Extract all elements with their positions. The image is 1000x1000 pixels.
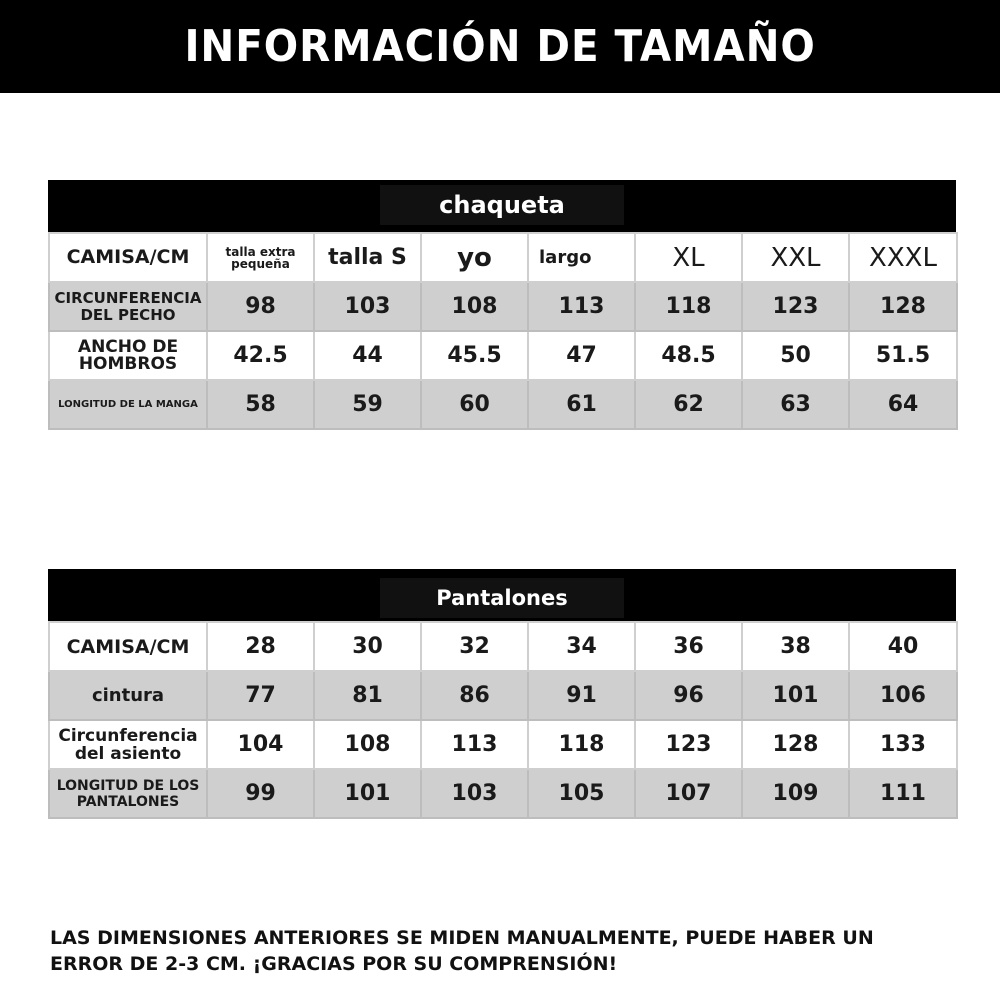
table-row: [49, 671, 957, 720]
column-header-label: CAMISA/CM: [49, 622, 207, 671]
table-cell: 63: [742, 380, 849, 429]
table-cell: 81: [314, 671, 421, 720]
table-cell: 109: [742, 769, 849, 818]
table-cell: 111: [849, 769, 957, 818]
page-title: INFORMACIÓN DE TAMAÑO: [184, 21, 816, 72]
jacket-table-grid: [48, 232, 958, 430]
pants-table-header: [48, 569, 956, 621]
table-cell: 58: [207, 380, 314, 429]
table-cell: 113: [421, 720, 528, 769]
jacket-size-table: [48, 180, 956, 430]
table-cell: 103: [421, 769, 528, 818]
table-cell: 42.5: [207, 331, 314, 380]
column-header-size: XXL: [742, 233, 849, 282]
row-label: Circunferencia del asiento: [49, 720, 207, 769]
table-cell: 128: [742, 720, 849, 769]
column-header-size: 38: [742, 622, 849, 671]
jacket-header-row: [49, 233, 957, 282]
table-cell: 60: [421, 380, 528, 429]
row-label: LONGITUD DE LOS PANTALONES: [49, 769, 207, 818]
table-cell: 113: [528, 282, 635, 331]
pants-table-title: Pantalones: [436, 586, 568, 610]
column-header-size: yo: [421, 233, 528, 282]
table-cell: 96: [635, 671, 742, 720]
table-cell: 44: [314, 331, 421, 380]
table-cell: 118: [635, 282, 742, 331]
table-cell: 62: [635, 380, 742, 429]
pants-header-row: [49, 622, 957, 671]
page-header-bar: [0, 0, 1000, 93]
table-cell: 50: [742, 331, 849, 380]
table-cell: 106: [849, 671, 957, 720]
row-label: cintura: [49, 671, 207, 720]
table-row: [49, 769, 957, 818]
column-header-size: 36: [635, 622, 742, 671]
table-row: [49, 380, 957, 429]
table-cell: 47: [528, 331, 635, 380]
table-cell: 107: [635, 769, 742, 818]
pants-table-title-box: [380, 578, 624, 618]
column-header-size: 34: [528, 622, 635, 671]
table-cell: 101: [742, 671, 849, 720]
column-header-size: XL: [635, 233, 742, 282]
table-cell: 133: [849, 720, 957, 769]
pants-size-table: [48, 569, 956, 819]
column-header-size: 32: [421, 622, 528, 671]
table-cell: 98: [207, 282, 314, 331]
table-row: [49, 282, 957, 331]
row-label: LONGITUD DE LA MANGA: [49, 380, 207, 429]
table-cell: 86: [421, 671, 528, 720]
table-cell: 77: [207, 671, 314, 720]
column-header-label: CAMISA/CM: [49, 233, 207, 282]
table-cell: 59: [314, 380, 421, 429]
table-cell: 101: [314, 769, 421, 818]
column-header-size: 28: [207, 622, 314, 671]
column-header-size: 30: [314, 622, 421, 671]
jacket-table-title: chaqueta: [439, 191, 565, 219]
column-header-size: talla extra pequeña: [207, 233, 314, 282]
column-header-size: XXXL: [849, 233, 957, 282]
table-cell: 61: [528, 380, 635, 429]
jacket-table-title-box: [380, 185, 624, 225]
table-cell: 128: [849, 282, 957, 331]
row-label: CIRCUNFERENCIA DEL PECHO: [49, 282, 207, 331]
measurement-disclaimer: [50, 925, 950, 977]
table-cell: 104: [207, 720, 314, 769]
table-cell: 123: [635, 720, 742, 769]
table-cell: 64: [849, 380, 957, 429]
column-header-size: talla S: [314, 233, 421, 282]
table-cell: 51.5: [849, 331, 957, 380]
table-cell: 45.5: [421, 331, 528, 380]
table-cell: 103: [314, 282, 421, 331]
column-header-size: 40: [849, 622, 957, 671]
jacket-table-header: [48, 180, 956, 232]
row-label: ANCHO DE HOMBROS: [49, 331, 207, 380]
table-row: [49, 331, 957, 380]
pants-table-grid: [48, 621, 958, 819]
disclaimer-line-1: LAS DIMENSIONES ANTERIORES SE MIDEN MANUALMENTE, PUEDE HABER UN: [50, 927, 874, 949]
table-cell: 123: [742, 282, 849, 331]
table-cell: 48.5: [635, 331, 742, 380]
table-cell: 108: [421, 282, 528, 331]
table-cell: 105: [528, 769, 635, 818]
column-header-size: largo: [528, 233, 635, 282]
table-cell: 91: [528, 671, 635, 720]
table-cell: 108: [314, 720, 421, 769]
table-cell: 118: [528, 720, 635, 769]
disclaimer-line-2: ERROR DE 2-3 CM. ¡GRACIAS POR SU COMPRENSIÓN!: [50, 953, 618, 975]
table-row: [49, 720, 957, 769]
table-cell: 99: [207, 769, 314, 818]
